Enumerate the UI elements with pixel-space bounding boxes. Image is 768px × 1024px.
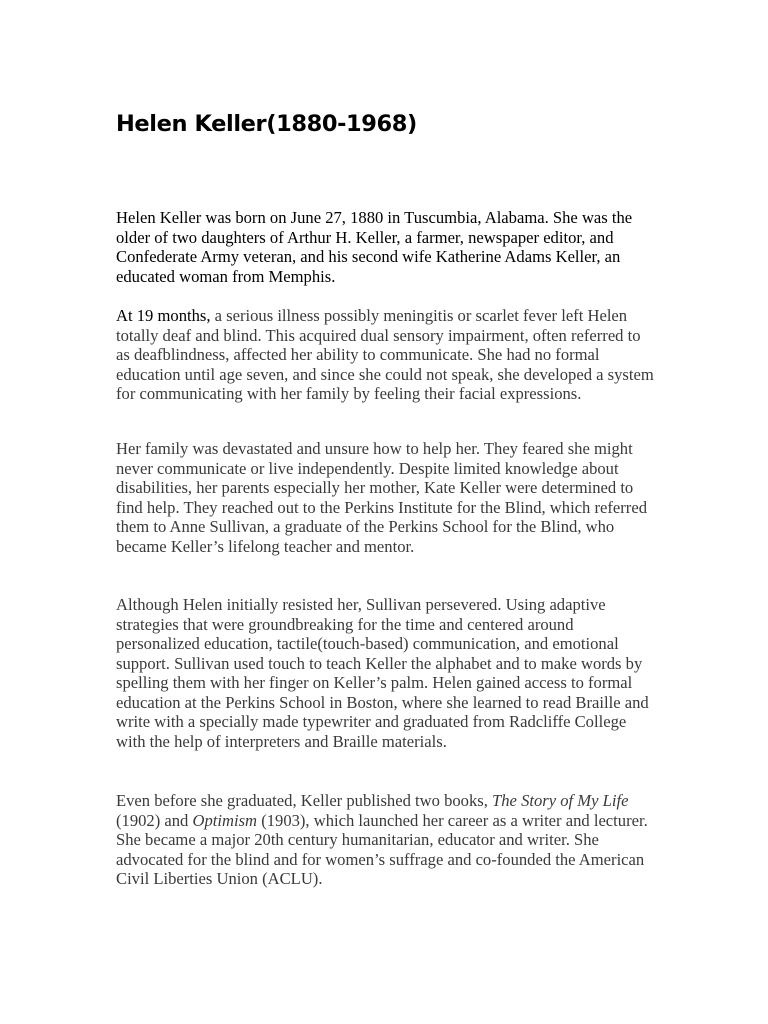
document-title: Helen Keller(1880-1968) [116,111,417,137]
paragraph-illness-body: a serious illness possibly meningitis or scarlet fever left Helen totally deaf and blind. This acquired dual sensory impairment, often referred to as deafblindness, affected her ability to communicate. She had no formal education until age seven, and since she could not speak, she developed a system for communicating with her family by feeling their facial expressions. [116,306,654,403]
book-title-optimism: Optimism [192,810,258,830]
paragraph-birth: Helen Keller was born on June 27, 1880 in Tuscumbia, Alabama. She was the older of two daughters of Arthur H. Keller, a farmer, newspaper editor, and Confederate Army veteran, and his second wife Katherine Adams Keller, an educated woman from Memphis. [116,208,633,286]
book-title-story-of-my-life: The Story of My Life [492,791,629,810]
paragraph-books [116,791,656,889]
paragraph-family: Her family was devastated and unsure how to help her. They feared she might never communicate or live independently. Despite limited knowledge about disabilities, her parents especially her mother, Kate Keller were determined to find help. They reached out to the Perkins Institute for the Blind, which referred them to Anne Sullivan, a graduate of the Perkins School for the Blind, who became Keller’s lifelong teacher and mentor. [116,439,647,556]
paragraph-illness [116,306,656,404]
paragraph-books-intro: Even before she graduated, Keller published two books, [116,791,493,810]
paragraph-books-mid: (1902) and [116,810,193,830]
paragraph-books-end: (1903), which launched her career as a writer and lecturer. She became a major 20th century humanitarian, educator and writer. She advocated for the blind and for women’s suffrage and co-founded the American Civil Liberties Union (ACLU). [116,810,648,888]
paragraph-sullivan: Although Helen initially resisted her, Sullivan persevered. Using adaptive strategies that were groundbreaking for the time and centered around personalized education, tactile(touch-based) communication, and emotional support. Sullivan used touch to teach Keller the alphabet and to make words by spelling them with her finger on Keller’s palm. Helen gained access to formal education at the Perkins School in Boston, where she learned to read Braille and write with a specially made typewriter and graduated from Radcliffe College with the help of interpreters and Braille materials. [116,595,649,751]
paragraph-illness-lead: At 19 months, [116,306,211,325]
